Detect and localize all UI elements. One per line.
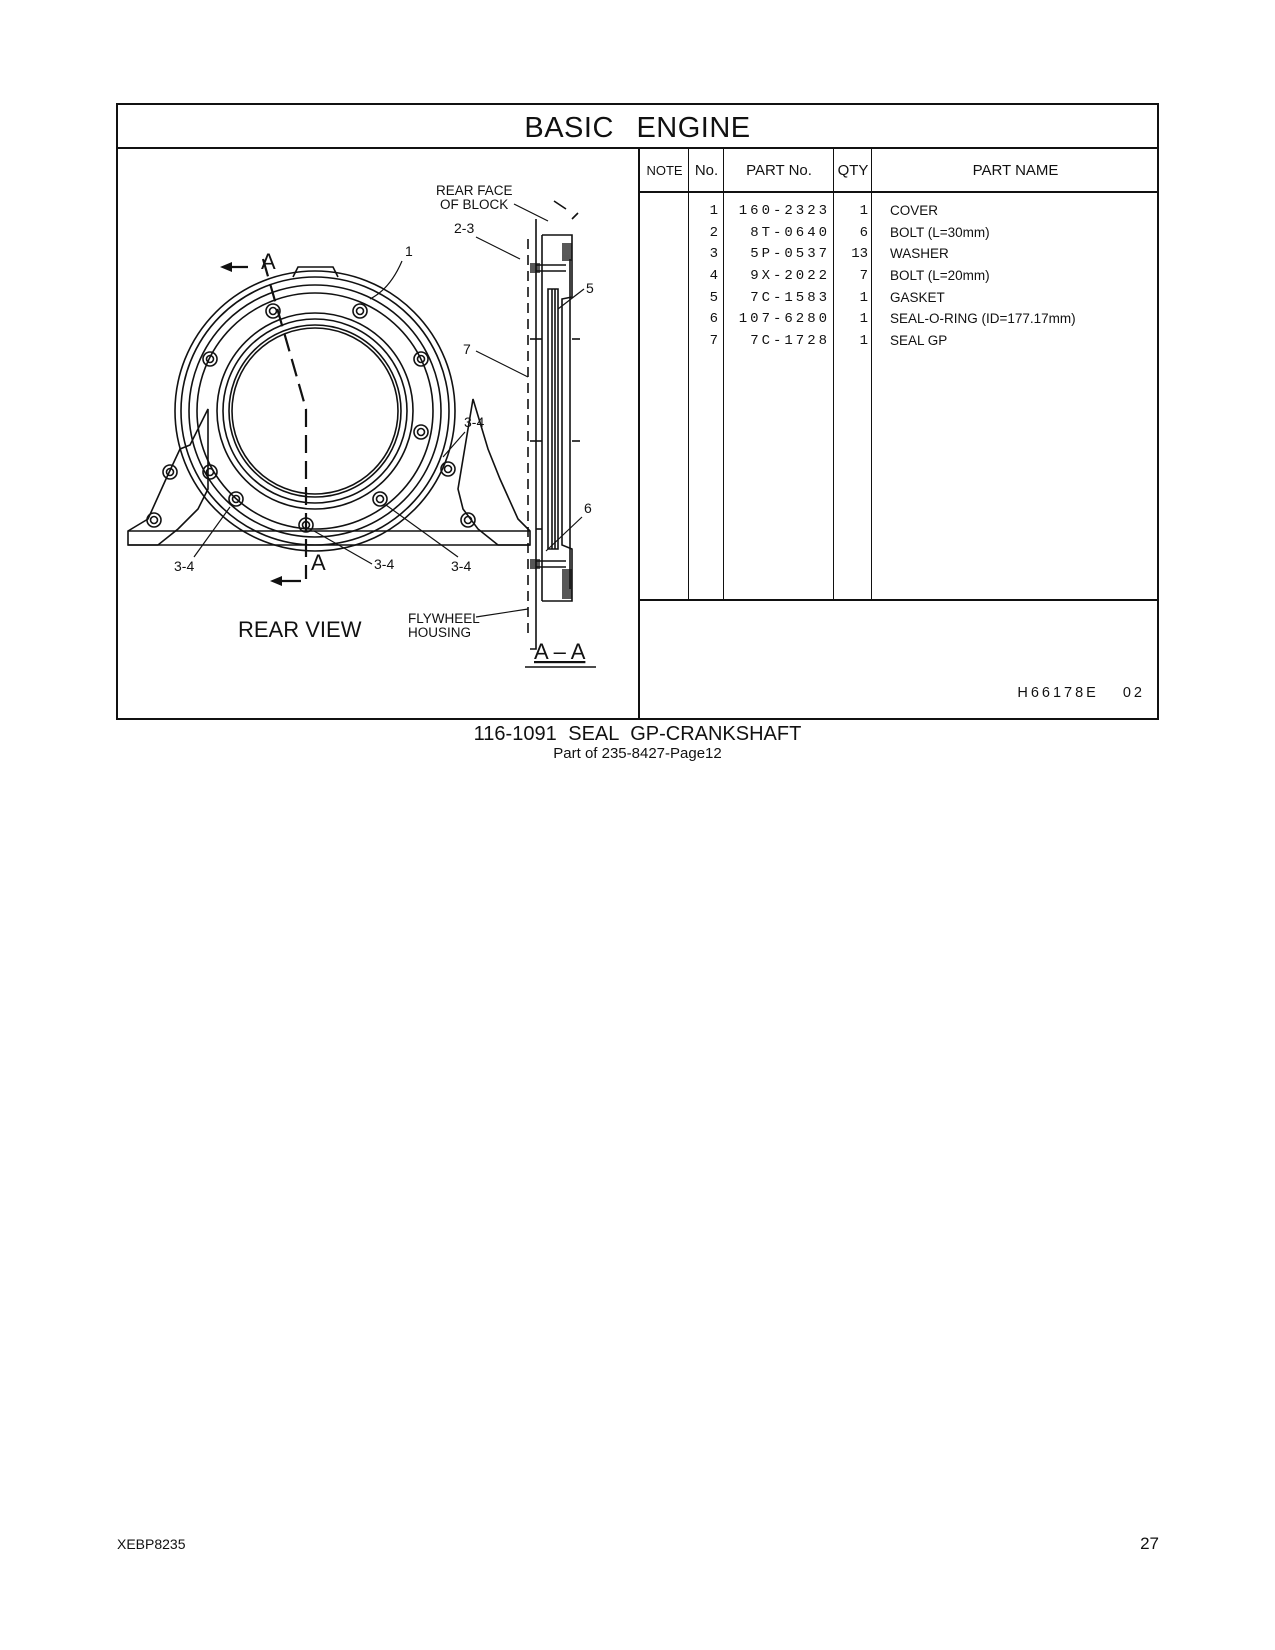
part-name: COVER bbox=[890, 203, 939, 218]
rear-face-label-2: OF BLOCK bbox=[440, 197, 509, 212]
part-name: SEAL-O-RING (ID=177.17mm) bbox=[890, 311, 1076, 327]
part-name: GASKET bbox=[890, 289, 945, 305]
item-number: 3 bbox=[709, 246, 718, 263]
table-bottom-rule bbox=[640, 599, 1159, 601]
revision-number: 02 bbox=[1122, 685, 1145, 701]
callout-2-3: 2-3 bbox=[454, 220, 475, 236]
quantity: 1 bbox=[859, 311, 868, 328]
item-number: 7 bbox=[709, 333, 718, 350]
part-number: 7C-1728 bbox=[750, 333, 830, 350]
section-marker-top: A bbox=[261, 249, 276, 274]
flywheel-label-2: HOUSING bbox=[408, 625, 472, 640]
seal-group-illustration bbox=[118, 149, 638, 720]
table-row bbox=[640, 225, 1159, 247]
col-header-note: NOTE bbox=[640, 149, 689, 193]
section-view-label: A – A bbox=[534, 639, 586, 664]
part-name: SEAL GP bbox=[890, 333, 948, 349]
part-number: 5P-0537 bbox=[750, 246, 830, 263]
col-header-qty: QTY bbox=[834, 149, 872, 193]
item-number: 2 bbox=[709, 224, 718, 241]
part-name: BOLT (L=20mm) bbox=[890, 268, 990, 284]
quantity: 6 bbox=[859, 224, 868, 241]
quantity: 7 bbox=[859, 268, 868, 285]
item-number: 4 bbox=[709, 268, 718, 285]
callout-5: 5 bbox=[586, 280, 594, 296]
item-number: 6 bbox=[709, 311, 718, 328]
table-row bbox=[640, 203, 1159, 225]
part-number: 7C-1583 bbox=[750, 289, 830, 306]
illustration-code: H66178E bbox=[1017, 685, 1099, 701]
rear-face-label-1: REAR FACE bbox=[436, 183, 513, 198]
part-number: 160-2323 bbox=[738, 203, 830, 219]
rear-view-label: REAR VIEW bbox=[238, 617, 362, 642]
quantity: 13 bbox=[851, 246, 868, 263]
part-number: 9X-2022 bbox=[750, 268, 830, 285]
part-number: 107-6280 bbox=[738, 311, 830, 328]
page-number: 27 bbox=[1140, 1534, 1159, 1553]
item-number: 1 bbox=[709, 203, 718, 219]
callout-3-4-center: 3-4 bbox=[374, 556, 395, 572]
callout-1: 1 bbox=[405, 243, 413, 259]
col-header-part-name: PART NAME bbox=[872, 149, 1159, 193]
parts-table bbox=[640, 149, 1159, 720]
group-caption: 116-1091 SEAL GP-CRANKSHAFT bbox=[473, 723, 802, 745]
quantity: 1 bbox=[859, 333, 868, 350]
quantity: 1 bbox=[859, 203, 868, 219]
quantity: 1 bbox=[859, 289, 868, 306]
flywheel-label-1: FLYWHEEL bbox=[408, 611, 480, 626]
table-row bbox=[640, 333, 1159, 355]
part-number: 8T-0640 bbox=[750, 224, 830, 241]
exploded-drawing bbox=[118, 149, 640, 720]
parts-rows bbox=[640, 203, 1159, 355]
document-id: XEBP8235 bbox=[117, 1536, 186, 1552]
parts-sheet-frame bbox=[116, 103, 1159, 720]
callout-6: 6 bbox=[584, 500, 592, 516]
callout-3-4-left: 3-4 bbox=[174, 558, 195, 574]
table-row bbox=[640, 290, 1159, 312]
col-header-part-no: PART No. bbox=[724, 149, 834, 193]
section-marker-bottom: A bbox=[311, 550, 326, 575]
item-number: 5 bbox=[709, 289, 718, 306]
reference-code bbox=[1017, 685, 1145, 701]
table-row bbox=[640, 311, 1159, 333]
table-row bbox=[640, 268, 1159, 290]
callout-3-4-right-upper: 3-4 bbox=[464, 414, 485, 430]
callout-7: 7 bbox=[463, 341, 471, 357]
table-row bbox=[640, 246, 1159, 268]
page-title: BASIC ENGINE bbox=[118, 105, 1157, 149]
col-header-no: No. bbox=[689, 149, 724, 193]
part-name: BOLT (L=30mm) bbox=[890, 224, 990, 240]
part-name: WASHER bbox=[890, 246, 949, 262]
callout-3-4-right: 3-4 bbox=[451, 558, 472, 574]
group-subcaption: Part of 235-8427-Page12 bbox=[553, 745, 722, 762]
